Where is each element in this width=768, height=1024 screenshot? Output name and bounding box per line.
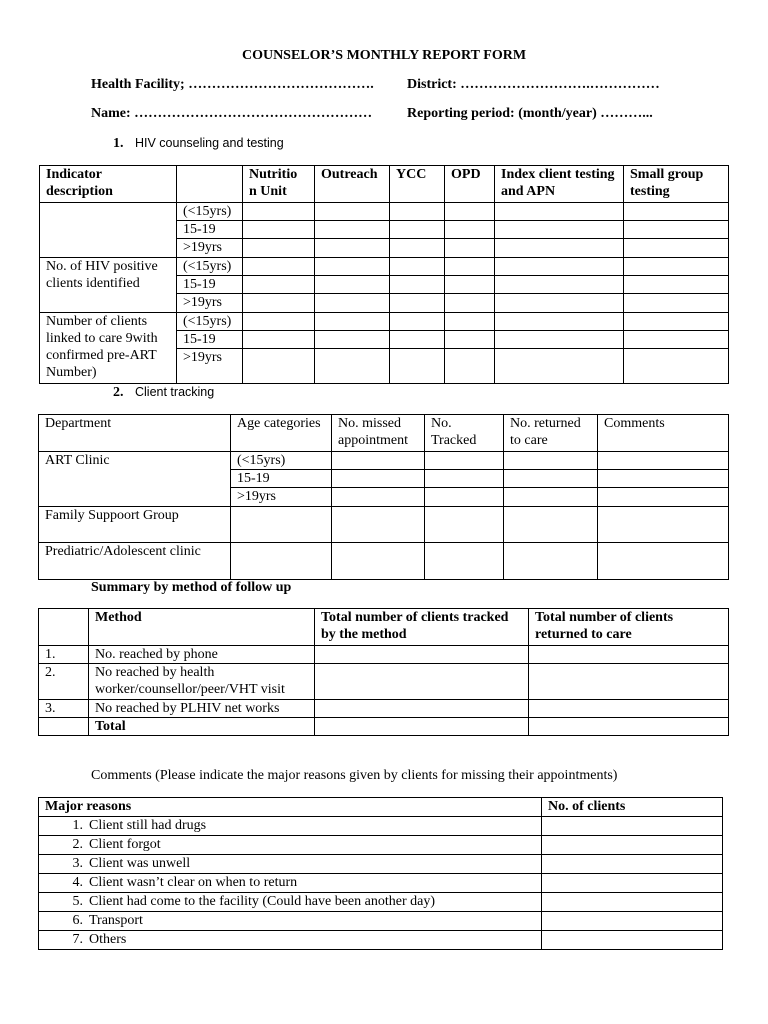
age-over-19: >19yrs — [177, 294, 243, 313]
header-age-categories: Age categories — [231, 415, 332, 452]
hiv-testing-table — [39, 165, 729, 384]
department-family-support-group: Family Suppoort Group — [39, 507, 231, 543]
age-15-19: 15-19 — [177, 221, 243, 239]
age-over-19: >19yrs — [177, 239, 243, 258]
header-nutrition-unit: Nutritio n Unit — [243, 166, 315, 203]
reason-num: 3. — [72, 856, 83, 871]
reason-item: 7. Others — [39, 931, 542, 950]
reason-item: 1. Client still had drugs — [39, 817, 542, 836]
indicator-tested — [40, 203, 177, 258]
form-title: COUNSELOR’S MONTHLY REPORT FORM — [241, 48, 527, 63]
reason-num: 1. — [72, 818, 83, 833]
header-num — [39, 609, 89, 646]
health-facility-field[interactable]: Health Facility; …………………………………. — [91, 77, 374, 92]
header-outreach: Outreach — [315, 166, 390, 203]
reporting-period-field[interactable]: Reporting period: (month/year) ………... — [407, 106, 653, 121]
method-plhiv-networks: No reached by PLHIV net works — [89, 700, 315, 718]
age-15-19: 15-19 — [177, 331, 243, 349]
reason-num: 2. — [72, 837, 83, 852]
section2-heading — [113, 385, 214, 401]
section2-title: Client tracking — [135, 385, 215, 399]
department-art-clinic: ART Clinic — [39, 452, 231, 507]
age-over-19: >19yrs — [177, 349, 243, 384]
total-label: Total — [89, 718, 315, 736]
age-under-15: (<15yrs) — [177, 313, 243, 331]
client-tracking-table — [38, 414, 729, 580]
reason-item: 3. Client was unwell — [39, 855, 542, 874]
indicator-hiv-positive: No. of HIV positive clients identified — [40, 258, 177, 313]
method-visit: No reached by health worker/counsellor/peer/VHT visit — [89, 664, 315, 700]
reason-item: 2. Client forgot — [39, 836, 542, 855]
header-major-reasons: Major reasons — [39, 798, 542, 817]
reason-num: 4. — [72, 875, 83, 890]
age-under-15: (<15yrs) — [177, 203, 243, 221]
section2-number: 2. — [113, 385, 124, 400]
indicator-linked-to-care: Number of clients linked to care 9with confirmed pre-ART Number) — [40, 313, 177, 384]
age-15-19: 15-19 — [177, 276, 243, 294]
header-department: Department — [39, 415, 231, 452]
header-comments: Comments — [598, 415, 729, 452]
reason-item: 5. Client had come to the facility (Could have been another day) — [39, 893, 542, 912]
row-num: 3. — [39, 700, 89, 718]
name-field[interactable]: Name: …………………………………………… — [91, 106, 373, 121]
header-total-tracked: Total number of clients tracked by the method — [315, 609, 529, 646]
header-index-client-testing: Index client testing and APN — [495, 166, 624, 203]
age-under-15: (<15yrs) — [231, 452, 332, 470]
header-ycc: YCC — [390, 166, 445, 203]
section1-title: HIV counseling and testing — [135, 136, 284, 150]
header-missed-appointment: No. missed appointment — [332, 415, 425, 452]
header-method: Method — [89, 609, 315, 646]
summary-title: Summary by method of follow up — [91, 580, 292, 595]
header-no-of-clients: No. of clients — [542, 798, 723, 817]
reason-item: 4. Client wasn’t clear on when to return — [39, 874, 542, 893]
header-returned-to-care: No. returned to care — [504, 415, 598, 452]
row-num: 2. — [39, 664, 89, 700]
major-reasons-table — [38, 797, 723, 950]
header-total-returned: Total number of clients returned to care — [529, 609, 729, 646]
header-tracked: No. Tracked — [425, 415, 504, 452]
reason-num: 7. — [72, 932, 83, 947]
header-age — [177, 166, 243, 203]
header-indicator-description: Indicator description — [40, 166, 177, 203]
district-field[interactable]: District: ……………………….…………… — [407, 77, 660, 92]
header-small-group-testing: Small group testing — [624, 166, 729, 203]
section1-heading — [113, 136, 284, 152]
followup-summary-table — [38, 608, 729, 736]
row-num: 1. — [39, 646, 89, 664]
method-phone: No. reached by phone — [89, 646, 315, 664]
comments-intro: Comments (Please indicate the major reasons given by clients for missing their appointments) — [91, 768, 618, 783]
age-under-15: (<15yrs) — [177, 258, 243, 276]
header-opd: OPD — [445, 166, 495, 203]
reason-num: 6. — [72, 913, 83, 928]
section1-number: 1. — [113, 136, 124, 151]
reason-num: 5. — [72, 894, 83, 909]
reason-item: 6. Transport — [39, 912, 542, 931]
age-over-19: >19yrs — [231, 488, 332, 507]
department-paediatric-clinic: Prediatric/Adolescent clinic — [39, 543, 231, 580]
age-15-19: 15-19 — [231, 470, 332, 488]
